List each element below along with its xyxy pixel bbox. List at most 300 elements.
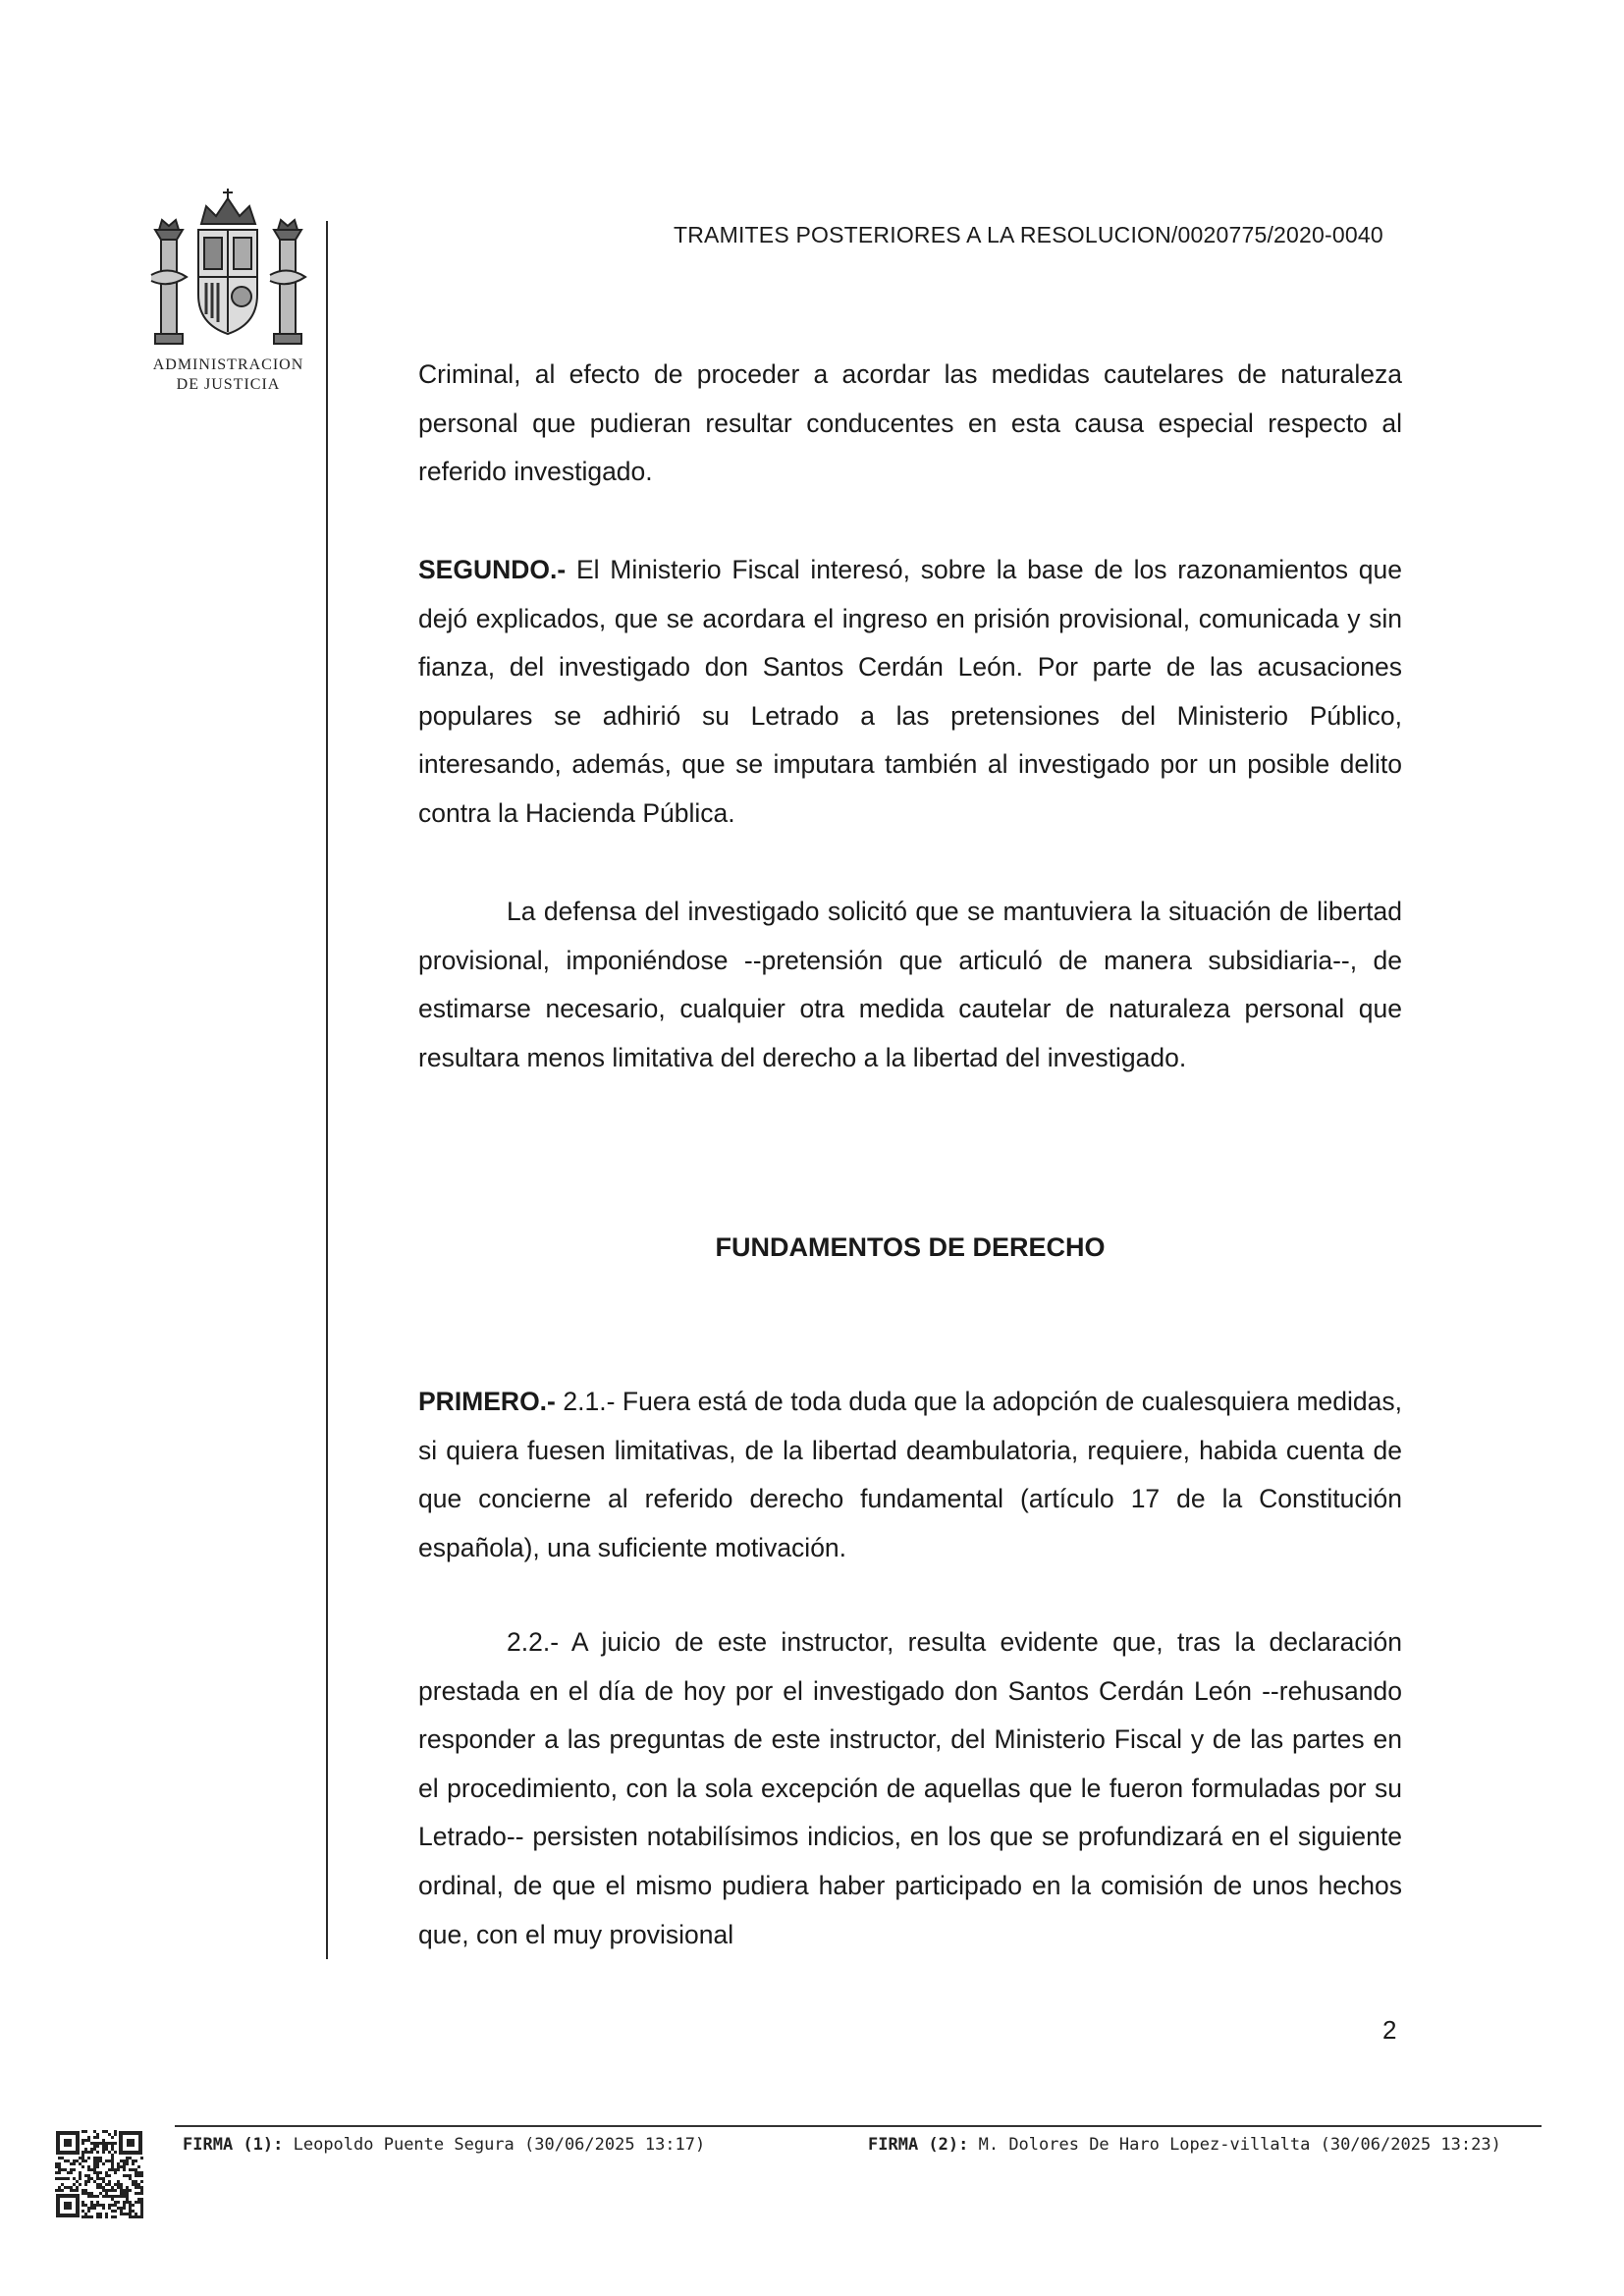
qr-module xyxy=(87,2192,90,2195)
qr-module xyxy=(108,2204,111,2207)
qr-module xyxy=(114,2195,117,2198)
qr-module xyxy=(87,2180,90,2183)
qr-module xyxy=(137,2215,140,2218)
qr-module xyxy=(102,2162,105,2165)
qr-module xyxy=(126,2159,129,2162)
qr-module xyxy=(99,2213,102,2215)
paragraph-3-text: La defensa del investigado solicitó que se mantuviera la situación de libertad provisional, imponiéndose --pretensión que articuló de manera subsidiaria--, de estimarse necesario, cualquier otra medida cautelar de naturaleza personal que resultara menos limitativa del derecho a la libertad del investigado. xyxy=(418,897,1402,1072)
qr-module xyxy=(108,2142,111,2145)
qr-module xyxy=(73,2177,76,2180)
qr-module xyxy=(108,2183,111,2186)
qr-module xyxy=(93,2171,96,2174)
qr-module xyxy=(81,2204,84,2207)
qr-module xyxy=(79,2177,81,2180)
institution-label xyxy=(142,355,314,395)
qr-module xyxy=(73,2159,76,2162)
qr-module xyxy=(76,2180,79,2183)
qr-module xyxy=(99,2183,102,2186)
qr-module xyxy=(58,2162,61,2165)
qr-module xyxy=(126,2189,129,2192)
qr-module xyxy=(120,2195,123,2198)
qr-module xyxy=(108,2189,111,2192)
qr-module xyxy=(99,2215,102,2218)
qr-module xyxy=(105,2183,108,2186)
qr-module xyxy=(137,2171,140,2174)
qr-module xyxy=(79,2183,81,2186)
qr-module xyxy=(114,2142,117,2145)
qr-module xyxy=(90,2204,93,2207)
qr-module xyxy=(81,2157,84,2159)
qr-module xyxy=(140,2174,143,2177)
paragraph-2-heading: SEGUNDO.- xyxy=(418,555,567,584)
document-reference: TRAMITES POSTERIORES A LA RESOLUCION/0020775/2020-0040 xyxy=(674,222,1383,247)
qr-module xyxy=(58,2171,61,2174)
qr-module xyxy=(129,2157,132,2159)
qr-module xyxy=(120,2192,123,2195)
qr-module xyxy=(129,2215,132,2218)
qr-module xyxy=(58,2177,61,2180)
qr-module xyxy=(73,2168,76,2171)
qr-module xyxy=(129,2204,132,2207)
qr-module xyxy=(99,2171,102,2174)
qr-module xyxy=(93,2159,96,2162)
qr-module xyxy=(135,2180,137,2183)
qr-module xyxy=(93,2207,96,2210)
qr-module xyxy=(64,2168,67,2171)
qr-module xyxy=(132,2168,135,2171)
qr-module xyxy=(108,2168,111,2171)
qr-module xyxy=(61,2168,64,2171)
qr-module xyxy=(126,2192,129,2195)
qr-module xyxy=(58,2186,61,2189)
qr-module xyxy=(114,2210,117,2213)
qr-module xyxy=(111,2198,114,2201)
qr-module xyxy=(96,2215,99,2218)
qr-module xyxy=(140,2201,143,2204)
paragraph-4-heading: PRIMERO.- xyxy=(418,1387,556,1416)
qr-module xyxy=(123,2189,126,2192)
qr-module xyxy=(120,2186,123,2189)
paragraph-5-text: 2.2.- A juicio de este instructor, resulta evidente que, tras la declaración prestada en el día de hoy por el investigado don Santos Cerdán León --rehusando responder a las preguntas de este instructor, del Ministerio Fiscal y de las partes en el procedimiento, con la sola excepción de aquellas que le fueron formuladas por su Letrado-- persisten notabilísimos indicios, en los que se profundizará en el siguiente ordinal, de que el mismo pudiera haber participado en la comisión de unos hechos que, con el muy provisional xyxy=(418,1627,1402,1949)
qr-module xyxy=(135,2186,137,2189)
qr-module xyxy=(84,2148,87,2151)
qr-module xyxy=(87,2195,90,2198)
qr-module xyxy=(87,2215,90,2218)
qr-module xyxy=(58,2168,61,2171)
qr-module xyxy=(99,2192,102,2195)
qr-module xyxy=(123,2195,126,2198)
qr-module xyxy=(114,2130,117,2133)
qr-module xyxy=(76,2189,79,2192)
qr-module xyxy=(114,2201,117,2204)
qr-module xyxy=(123,2207,126,2210)
qr-module xyxy=(90,2148,93,2151)
qr-module xyxy=(137,2192,140,2195)
qr-module xyxy=(90,2192,93,2195)
qr-module xyxy=(123,2192,126,2195)
qr-module xyxy=(135,2201,137,2204)
paragraph-2-text: El Ministerio Fiscal interesó, sobre la base de los razonamientos que dejó explicados, que se acordara el ingreso en prisión provisional, comunicada y sin fianza, del investigado don Santos Cerdán León. Por parte de las acusaciones populares se adhirió su Letrado a las pretensiones del Ministerio Público, interesando, además, que se imputara también al investigado por un posible delito contra la Hacienda Pública. xyxy=(418,555,1402,828)
qr-module xyxy=(117,2162,120,2165)
qr-module xyxy=(132,2215,135,2218)
qr-module xyxy=(117,2186,120,2189)
qr-module xyxy=(108,2159,111,2162)
qr-module xyxy=(81,2192,84,2195)
qr-module xyxy=(99,2157,102,2159)
qr-module xyxy=(117,2201,120,2204)
qr-module xyxy=(99,2177,102,2180)
qr-module xyxy=(81,2139,84,2142)
qr-module xyxy=(105,2148,108,2151)
qr-module xyxy=(135,2159,137,2162)
qr-module xyxy=(111,2204,114,2207)
qr-module xyxy=(102,2142,105,2145)
qr-module xyxy=(123,2201,126,2204)
qr-module xyxy=(126,2198,129,2201)
qr-module xyxy=(117,2180,120,2183)
qr-module xyxy=(117,2207,120,2210)
qr-module xyxy=(105,2215,108,2218)
qr-module xyxy=(102,2186,105,2189)
qr-module xyxy=(73,2183,76,2186)
paragraph-4-text: 2.1.- Fuera está de toda duda que la adopción de cualesquiera medidas, si quiera fuesen limitativas, de la libertad deambulatoria, requiere, habida cuenta de que concierne al referido derecho fundamental (artículo 17 de la Constitución española), una suficiente motivación. xyxy=(418,1387,1402,1562)
qr-module xyxy=(114,2204,117,2207)
qr-module xyxy=(105,2189,108,2192)
qr-module xyxy=(84,2183,87,2186)
qr-module xyxy=(81,2159,84,2162)
qr-module xyxy=(93,2162,96,2165)
qr-module xyxy=(73,2189,76,2192)
qr-module xyxy=(140,2192,143,2195)
qr-module xyxy=(129,2210,132,2213)
qr-module xyxy=(70,2171,73,2174)
qr-module xyxy=(120,2207,123,2210)
qr-module xyxy=(123,2159,126,2162)
margin-divider xyxy=(326,221,328,1959)
qr-module xyxy=(140,2210,143,2213)
qr-module xyxy=(87,2168,90,2171)
qr-module xyxy=(137,2174,140,2177)
signature-2-value: M. Dolores De Haro Lopez-villalta (30/06/2025 13:23) xyxy=(978,2135,1501,2155)
qr-module xyxy=(140,2198,143,2201)
qr-module xyxy=(135,2168,137,2171)
qr-module xyxy=(79,2171,81,2174)
section-title: FUNDAMENTOS DE DERECHO xyxy=(715,1232,1106,1262)
qr-module xyxy=(81,2130,84,2133)
qr-module xyxy=(114,2168,117,2171)
qr-module xyxy=(84,2139,87,2142)
qr-module xyxy=(120,2189,123,2192)
qr-module xyxy=(87,2139,90,2142)
qr-module xyxy=(96,2133,99,2136)
qr-module xyxy=(93,2142,96,2145)
qr-module xyxy=(87,2177,90,2180)
qr-module xyxy=(87,2207,90,2210)
qr-module xyxy=(111,2215,114,2218)
qr-module xyxy=(81,2189,84,2192)
qr-module xyxy=(76,2159,79,2162)
qr-module xyxy=(96,2142,99,2145)
qr-module xyxy=(140,2180,143,2183)
qr-module xyxy=(67,2186,70,2189)
qr-module xyxy=(137,2201,140,2204)
qr-module xyxy=(96,2204,99,2207)
qr-module xyxy=(111,2148,114,2151)
qr-module xyxy=(102,2145,105,2148)
qr-module xyxy=(90,2195,93,2198)
paragraph-5 xyxy=(418,1618,1402,1959)
qr-module xyxy=(108,2174,111,2177)
qr-module xyxy=(111,2186,114,2189)
signature-2-label: FIRMA (2): xyxy=(868,2135,969,2155)
qr-module xyxy=(93,2130,96,2133)
qr-module xyxy=(120,2183,123,2186)
qr-module xyxy=(84,2204,87,2207)
qr-module xyxy=(55,2162,58,2165)
qr-module xyxy=(123,2213,126,2215)
paragraph-1-text: Criminal, al efecto de proceder a acordar las medidas cautelares de naturaleza personal que pudieran resultar conducentes en esta causa especial respecto al referido investigado. xyxy=(418,359,1402,487)
qr-module xyxy=(102,2148,105,2151)
qr-module xyxy=(96,2186,99,2189)
qr-module xyxy=(108,2133,111,2136)
qr-module xyxy=(129,2189,132,2192)
qr-module xyxy=(140,2189,143,2192)
paragraph-4 xyxy=(418,1378,1402,1572)
qr-module xyxy=(93,2204,96,2207)
qr-module xyxy=(132,2162,135,2165)
qr-module xyxy=(105,2213,108,2215)
qr-module xyxy=(140,2204,143,2207)
qr-module xyxy=(93,2168,96,2171)
qr-module xyxy=(96,2159,99,2162)
qr-module xyxy=(114,2183,117,2186)
qr-module xyxy=(105,2145,108,2148)
qr-module xyxy=(96,2195,99,2198)
qr-module xyxy=(93,2148,96,2151)
qr-module xyxy=(123,2174,126,2177)
qr-module xyxy=(81,2142,84,2145)
qr-module xyxy=(111,2165,114,2168)
qr-module xyxy=(117,2165,120,2168)
qr-module xyxy=(96,2213,99,2215)
signature-1 xyxy=(183,2135,705,2155)
qr-module xyxy=(64,2159,67,2162)
qr-module xyxy=(135,2192,137,2195)
qr-module xyxy=(67,2159,70,2162)
qr-module xyxy=(102,2207,105,2210)
qr-module xyxy=(140,2213,143,2215)
qr-module xyxy=(111,2210,114,2213)
qr-module xyxy=(93,2180,96,2183)
qr-module xyxy=(120,2159,123,2162)
qr-module xyxy=(58,2165,61,2168)
qr-module xyxy=(126,2195,129,2198)
qr-module xyxy=(79,2174,81,2177)
qr-module xyxy=(135,2171,137,2174)
qr-module xyxy=(96,2162,99,2165)
qr-module xyxy=(96,2145,99,2148)
signature-1-value: Leopoldo Puente Segura (30/06/2025 13:17) xyxy=(293,2135,706,2155)
qr-module xyxy=(93,2136,96,2139)
qr-module xyxy=(70,2162,73,2165)
qr-module xyxy=(111,2157,114,2159)
qr-module xyxy=(90,2201,93,2204)
qr-module xyxy=(79,2162,81,2165)
qr-module xyxy=(87,2157,90,2159)
qr-module xyxy=(120,2165,123,2168)
qr-module xyxy=(90,2142,93,2145)
qr-module xyxy=(135,2183,137,2186)
qr-module xyxy=(87,2151,90,2154)
qr-module xyxy=(137,2198,140,2201)
qr-module xyxy=(96,2171,99,2174)
qr-module xyxy=(132,2183,135,2186)
qr-module xyxy=(67,2171,70,2174)
qr-module xyxy=(96,2136,99,2139)
qr-module xyxy=(81,2151,84,2154)
qr-module xyxy=(117,2195,120,2198)
qr-module xyxy=(102,2177,105,2180)
signature-1-label: FIRMA (1): xyxy=(183,2135,284,2155)
qr-module xyxy=(84,2159,87,2162)
qr-module xyxy=(93,2157,96,2159)
qr-module xyxy=(114,2189,117,2192)
qr-module xyxy=(87,2165,90,2168)
qr-module xyxy=(90,2168,93,2171)
qr-module xyxy=(70,2186,73,2189)
qr-module xyxy=(93,2195,96,2198)
qr-module xyxy=(137,2183,140,2186)
qr-module xyxy=(70,2189,73,2192)
qr-module xyxy=(129,2177,132,2180)
qr-module xyxy=(55,2165,58,2168)
qr-module xyxy=(123,2168,126,2171)
qr-module xyxy=(117,2183,120,2186)
qr-module xyxy=(96,2177,99,2180)
qr-module xyxy=(140,2186,143,2189)
qr-module xyxy=(96,2201,99,2204)
qr-module xyxy=(126,2213,129,2215)
qr-module xyxy=(102,2130,105,2133)
qr-module xyxy=(135,2174,137,2177)
qr-module xyxy=(111,2189,114,2192)
qr-module xyxy=(129,2168,132,2171)
qr-module xyxy=(96,2157,99,2159)
qr-module xyxy=(93,2165,96,2168)
footer-divider xyxy=(175,2125,1542,2127)
qr-module xyxy=(55,2177,58,2180)
qr-module xyxy=(58,2189,61,2192)
qr-module xyxy=(108,2180,111,2183)
qr-module xyxy=(137,2186,140,2189)
qr-module xyxy=(93,2145,96,2148)
qr-module xyxy=(87,2174,90,2177)
qr-module xyxy=(84,2213,87,2215)
qr-module xyxy=(55,2189,58,2192)
qr-module xyxy=(96,2183,99,2186)
qr-module xyxy=(102,2189,105,2192)
qr-module xyxy=(81,2201,84,2204)
qr-module xyxy=(99,2204,102,2207)
qr-module xyxy=(67,2177,70,2180)
qr-module xyxy=(132,2180,135,2183)
qr-module xyxy=(81,2154,84,2157)
qr-module xyxy=(102,2151,105,2154)
qr-module xyxy=(140,2171,143,2174)
institution-line-1: ADMINISTRACION xyxy=(152,356,304,373)
qr-module xyxy=(114,2133,117,2136)
qr-module xyxy=(111,2162,114,2165)
qr-module xyxy=(114,2215,117,2218)
qr-module xyxy=(90,2151,93,2154)
qr-module xyxy=(126,2174,129,2177)
qr-module xyxy=(90,2215,93,2218)
qr-module xyxy=(129,2201,132,2204)
qr-module xyxy=(140,2207,143,2210)
qr-module xyxy=(84,2151,87,2154)
qr-module xyxy=(99,2142,102,2145)
qr-module xyxy=(105,2174,108,2177)
qr-module xyxy=(129,2213,132,2215)
qr-module xyxy=(126,2162,129,2165)
qr-module xyxy=(120,2210,123,2213)
qr-module xyxy=(87,2136,90,2139)
qr-module xyxy=(137,2165,140,2168)
qr-module xyxy=(76,2186,79,2189)
qr-module xyxy=(126,2201,129,2204)
qr-module xyxy=(111,2145,114,2148)
qr-module xyxy=(126,2157,129,2159)
qr-module xyxy=(58,2157,61,2159)
qr-module xyxy=(140,2215,143,2218)
qr-module xyxy=(96,2165,99,2168)
qr-module xyxy=(132,2204,135,2207)
qr-module xyxy=(99,2159,102,2162)
qr-module xyxy=(135,2213,137,2215)
qr-module xyxy=(96,2174,99,2177)
qr-module xyxy=(135,2215,137,2218)
qr-module xyxy=(126,2186,129,2189)
paragraph-2 xyxy=(418,546,1402,839)
qr-module xyxy=(55,2171,58,2174)
qr-module xyxy=(87,2210,90,2213)
qr-module xyxy=(81,2210,84,2213)
qr-module xyxy=(73,2162,76,2165)
qr-module xyxy=(84,2189,87,2192)
qr-module xyxy=(111,2154,114,2157)
qr-module xyxy=(90,2177,93,2180)
qr-module xyxy=(140,2157,143,2159)
qr-module xyxy=(84,2174,87,2177)
qr-module xyxy=(108,2195,111,2198)
qr-module xyxy=(96,2151,99,2154)
qr-module xyxy=(111,2168,114,2171)
qr-module xyxy=(111,2142,114,2145)
qr-module xyxy=(111,2195,114,2198)
qr-module xyxy=(84,2192,87,2195)
qr-module xyxy=(105,2142,108,2145)
coat-of-arms-icon xyxy=(147,187,309,354)
qr-module xyxy=(99,2186,102,2189)
qr-module xyxy=(105,2130,108,2133)
qr-module xyxy=(111,2159,114,2162)
qr-module xyxy=(132,2210,135,2213)
qr-module xyxy=(102,2195,105,2198)
qr-module xyxy=(105,2192,108,2195)
qr-module xyxy=(123,2204,126,2207)
qr-module xyxy=(105,2159,108,2162)
paragraph-1 xyxy=(418,351,1402,497)
